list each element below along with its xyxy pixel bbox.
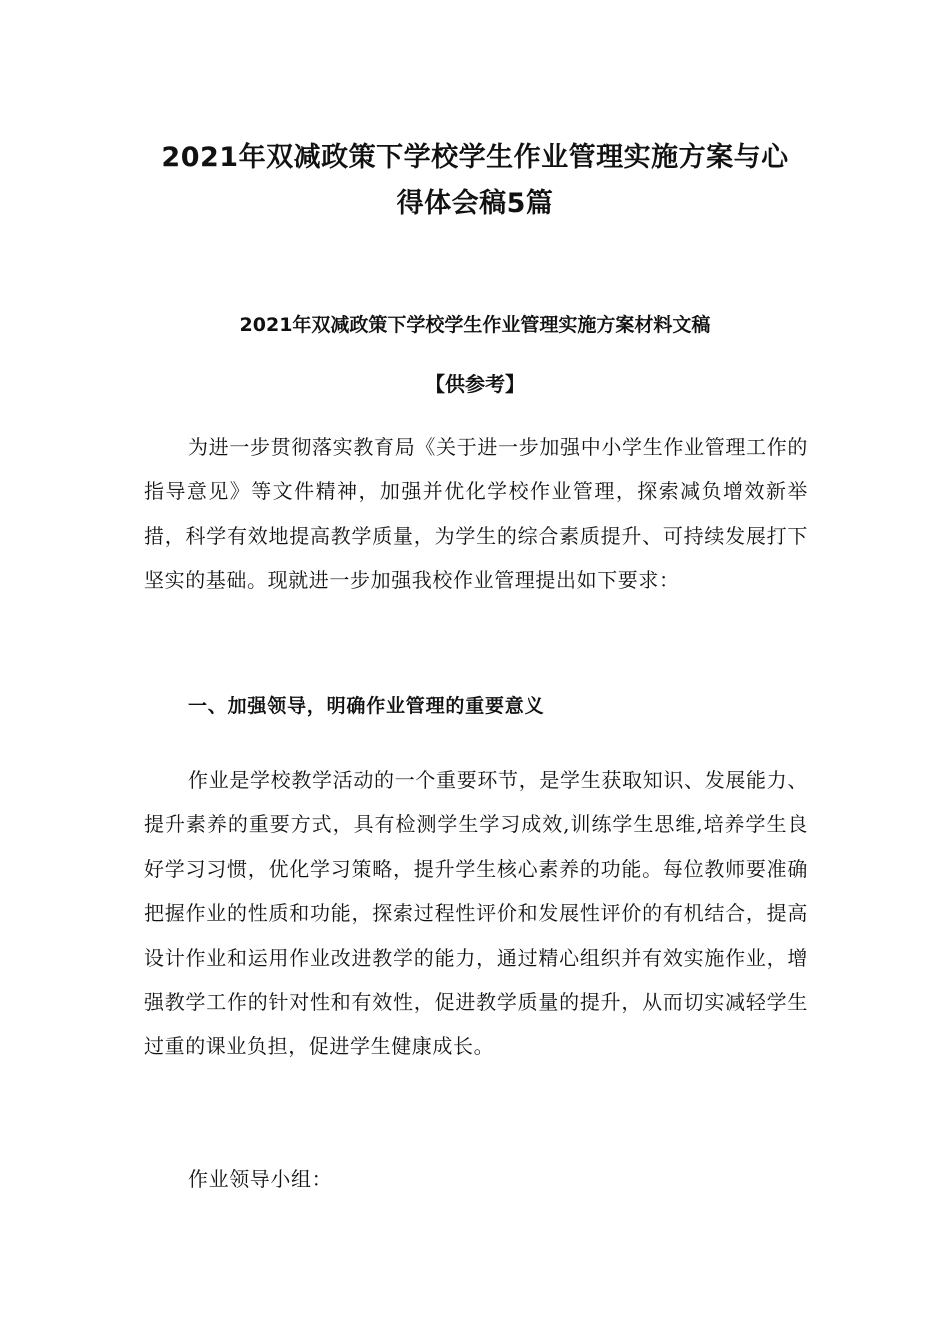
leadership-group-paragraph: 作业领导小组： bbox=[188, 1167, 333, 1191]
intro-paragraph: 为进一步贯彻落实教育局《关于进一步加强中小学生作业管理工作的指导意见》等文件精神，加强并优化学校作业管理，探索减负增效新举措，科学有效地提高教学质量，为学生的综合素质提升、可持续发展打下坚实的基础。现就进一步加强我校作业管理提出如下要求： bbox=[144, 435, 808, 593]
section-heading-1: 一、加强领导，明确作业管理的重要意义 bbox=[188, 695, 545, 717]
reference-note: 【供参考】 bbox=[425, 372, 525, 396]
document-title-line-2: 得体会稿5篇 bbox=[396, 188, 554, 219]
document-subtitle: 2021年双减政策下学校学生作业管理实施方案材料文稿 bbox=[239, 314, 711, 336]
body-paragraph: 作业是学校教学活动的一个重要环节，是学生获取知识、发展能力、提升素养的重要方式，具有检测学生学习成效,训练学生思维,培养学生良好学习习惯，优化学习策略，提升学生核心素养的功能。每位教师要准确把握作业的性质和功能，探索过程性评价和发展性评价的有机结合，提高设计作业和运用作业改进教学的能力，通过精心组织并有效实施作业，增强教学工作的针对性和有效性，促进教学质量的提升，从而切实减轻学生过重的课业负担，促进学生健康成长。 bbox=[144, 768, 808, 1059]
document-title-line-1: 2021年双减政策下学校学生作业管理实施方案与心 bbox=[161, 142, 789, 173]
